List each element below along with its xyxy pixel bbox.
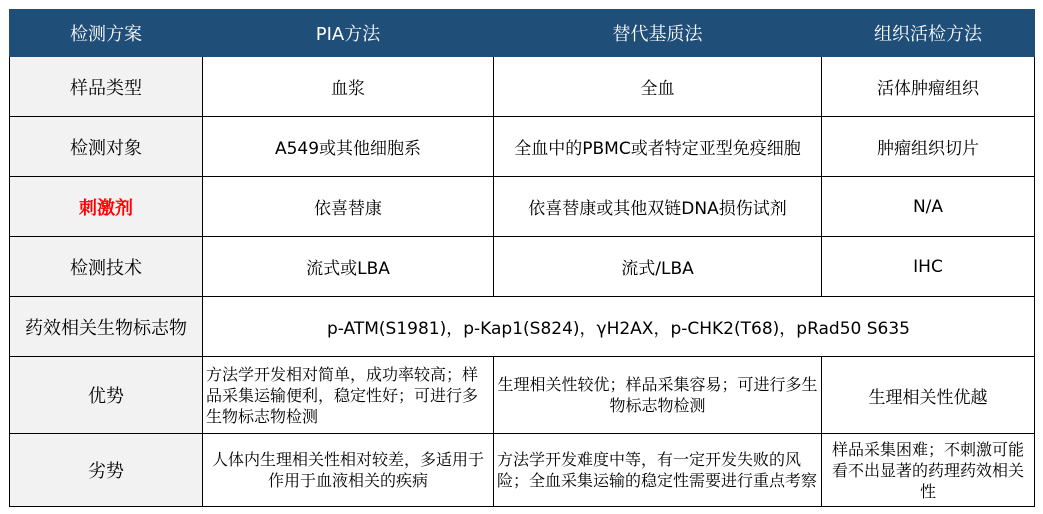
table-cell: N/A: [822, 177, 1035, 237]
table-cell: 血浆: [203, 57, 494, 117]
header-cell-pia: PIA方法: [203, 10, 494, 57]
table-cell: 生理相关性优越: [822, 357, 1035, 434]
table-cell: 依喜替康或其他双链DNA损伤试剂: [494, 177, 822, 237]
table-cell: 流式/LBA: [494, 237, 822, 297]
table-cell-merged-biomarkers: p-ATM(S1981)，p-Kap1(S824)，γH2AX，p-CHK2(T68)，pRad50 S635: [203, 297, 1035, 357]
row-label-detection-technique: 检测技术: [10, 237, 203, 297]
table-cell: 流式或LBA: [203, 237, 494, 297]
row-label-disadvantages: 劣势: [10, 434, 203, 507]
table-row: [10, 177, 1035, 237]
table-cell: 全血中的PBMC或者特定亚型免疫细胞: [494, 117, 822, 177]
table-cell: A549或其他细胞系: [203, 117, 494, 177]
row-label-sample-type: 样品类型: [10, 57, 203, 117]
table-cell: 方法学开发相对简单，成功率较高；样品采集运输便利，稳定性好；可进行多生物标志物检测: [203, 357, 494, 434]
comparison-table: [9, 9, 1035, 507]
header-cell-tissue-biopsy: 组织活检方法: [822, 10, 1035, 57]
table-row: [10, 297, 1035, 357]
header-cell-substitute-matrix: 替代基质法: [494, 10, 822, 57]
table-row: [10, 357, 1035, 434]
table-row: [10, 434, 1035, 507]
table-row: [10, 57, 1035, 117]
header-cell-scheme: 检测方案: [10, 10, 203, 57]
row-label-biomarkers: 药效相关生物标志物: [10, 297, 203, 357]
table-row: [10, 237, 1035, 297]
table-cell: IHC: [822, 237, 1035, 297]
row-label-stimulant: 刺激剂: [10, 177, 203, 237]
table-cell: 依喜替康: [203, 177, 494, 237]
table-cell: 肿瘤组织切片: [822, 117, 1035, 177]
table-cell: 全血: [494, 57, 822, 117]
row-label-advantages: 优势: [10, 357, 203, 434]
header-row: [10, 10, 1035, 57]
row-label-detection-target: 检测对象: [10, 117, 203, 177]
table-cell: 方法学开发难度中等，有一定开发失败的风险；全血采集运输的稳定性需要进行重点考察: [494, 434, 822, 507]
table-cell: 生理相关性较优；样品采集容易；可进行多生物标志物检测: [494, 357, 822, 434]
comparison-table-wrapper: [9, 9, 1035, 507]
table-row: [10, 117, 1035, 177]
table-cell: 活体肿瘤组织: [822, 57, 1035, 117]
table-cell: 样品采集困难；不刺激可能看不出显著的药理药效相关性: [822, 434, 1035, 507]
table-cell: 人体内生理相关性相对较差，多适用于作用于血液相关的疾病: [203, 434, 494, 507]
